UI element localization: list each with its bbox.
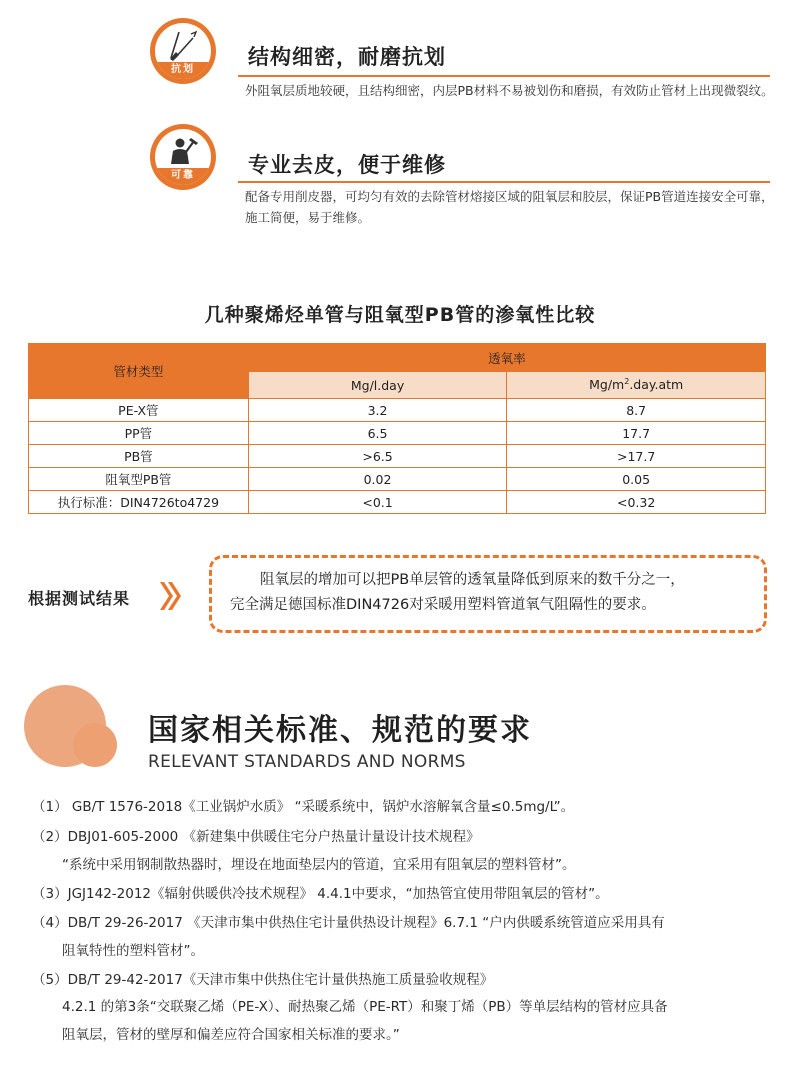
- reliable-badge-label: 可靠: [155, 168, 211, 185]
- result-callout: [209, 555, 767, 633]
- feature-easy-maintenance: [150, 124, 774, 234]
- cell-pipe-name: PE-X管: [29, 399, 249, 422]
- section-subtitle: RELEVANT STANDARDS AND NORMS: [148, 752, 466, 772]
- standard-item: （2）DBJ01-605-2000 《新建集中供暖住宅分户热量计量设计技术规程》: [32, 829, 480, 845]
- feature-title: 结构细密，耐磨抗划: [248, 45, 446, 69]
- cell-value-2: <0.32: [507, 491, 766, 514]
- header-unit-1: Mg/l.day: [248, 372, 507, 399]
- table-row: [29, 445, 766, 468]
- cell-value-1: >6.5: [248, 445, 507, 468]
- header-oxygen-rate: 透氧率: [248, 344, 765, 372]
- header-pipe-type: 管材类型: [29, 344, 249, 399]
- divider: [238, 181, 770, 183]
- result-label: 根据测试结果: [28, 589, 131, 608]
- cell-value-2: 17.7: [507, 422, 766, 445]
- reliable-badge: [150, 124, 216, 190]
- standard-item-detail: 阻氧层，管材的壁厚和偏差应符合国家相关标准的要求。”: [62, 1027, 400, 1043]
- feature-title: 专业去皮，便于维修: [248, 153, 446, 177]
- table-row: [29, 491, 766, 514]
- table-row: [29, 422, 766, 445]
- result-text-line-1: 阻氧层的增加可以把PB单层管的透氧量降低到原来的数千分之一，: [260, 572, 685, 588]
- cell-value-2: >17.7: [507, 445, 766, 468]
- cell-value-1: 3.2: [248, 399, 507, 422]
- divider: [238, 75, 770, 77]
- standard-item-detail: 4.2.1 的第3条“交联聚乙烯（PE-X）、耐热聚乙烯（PE-RT）和聚丁烯（PB）等单层结构的管材应具备: [62, 999, 668, 1015]
- standard-item: （3）JGJ142-2012《辐射供暖供冷技术规程》 4.4.1中要求，“加热管宜使用带阻氧层的管材”。: [32, 886, 609, 902]
- cell-value-1: 0.02: [248, 468, 507, 491]
- standard-item: （1） GB/T 1576-2018《工业锅炉水质》 “采暖系统中，锅炉水溶解氧含量≤0.5mg/L”。: [32, 799, 575, 815]
- cell-value-2: 0.05: [507, 468, 766, 491]
- scratch-badge-label: 抗划: [155, 62, 211, 79]
- scratch-badge: [150, 18, 216, 84]
- cell-pipe-name: 执行标准：DIN4726to4729: [29, 491, 249, 514]
- result-text-line-2: 完全满足德国标准DIN4726对采暖用塑料管道氧气阻隔性的要求。: [230, 597, 656, 613]
- standard-item: （5）DB/T 29-42-2017《天津市集中供热住宅计量供热施工质量验收规程》: [32, 972, 494, 988]
- cell-value-2: 8.7: [507, 399, 766, 422]
- table-row: [29, 468, 766, 491]
- feature-description: 外阻氧层质地较硬，且结构细密，内层PB材料不易被划伤和磨损，有效防止管材上出现微裂纹。: [245, 83, 774, 98]
- double-chevron-right-icon: [158, 578, 184, 614]
- section-title: 国家相关标准、规范的要求: [148, 713, 532, 748]
- feature-description: 配备专用削皮器，可均匀有效的去除管材熔接区域的阻氧层和胶层，保证PB管道连接安全可靠，施工简便，易于维修。: [245, 189, 774, 225]
- oxygen-permeability-table: [28, 343, 766, 514]
- header-unit-2: $Mg/m^2.day.atm$: [507, 372, 766, 399]
- cell-pipe-name: PB管: [29, 445, 249, 468]
- worker-with-tool-icon: [167, 134, 201, 168]
- feature-scratch-resistance: [150, 18, 774, 128]
- cell-pipe-name: 阻氧型PB管: [29, 468, 249, 491]
- scratch-tool-icon: [167, 28, 199, 62]
- table-row: [29, 399, 766, 422]
- decorative-circle: [73, 723, 117, 767]
- standard-item-detail: “系统中采用钢制散热器时，埋设在地面垫层内的管道，宜采用有阻氧层的塑料管材”。: [62, 857, 576, 873]
- standard-item: （4）DB/T 29-26-2017 《天津市集中供热住宅计量供热设计规程》6.7.1 “户内供暖系统管道应采用具有: [32, 915, 665, 931]
- table-title: 几种聚烯烃单管与阻氧型PB管的渗氧性比较: [204, 304, 596, 326]
- cell-pipe-name: PP管: [29, 422, 249, 445]
- cell-value-1: 6.5: [248, 422, 507, 445]
- standard-item-detail: 阻氧特性的塑料管材”。: [62, 943, 204, 959]
- cell-value-1: <0.1: [248, 491, 507, 514]
